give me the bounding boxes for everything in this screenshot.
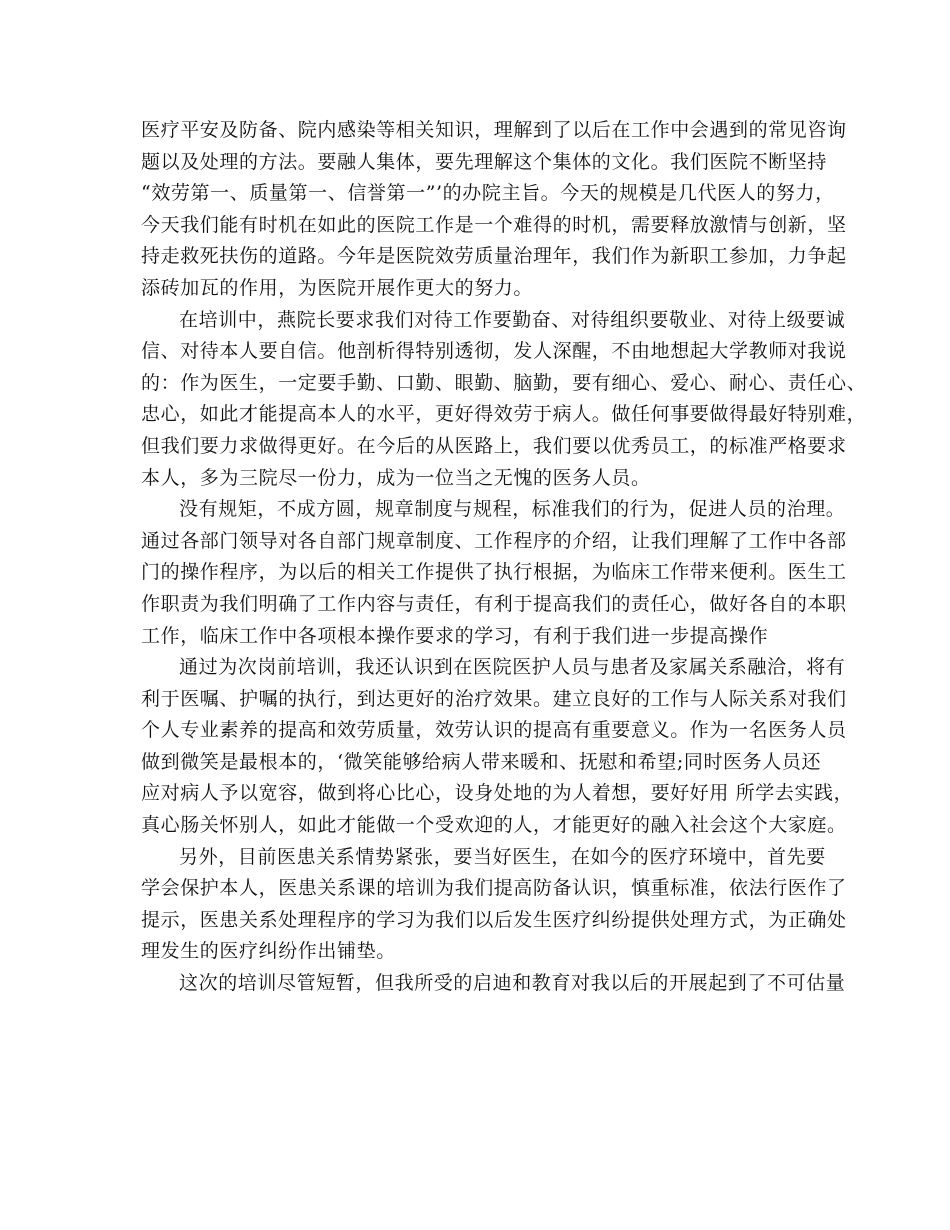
text-line: 忠心，如此才能提高本人的水平，更好得效劳于病人。做任何事要做得最好特别难， xyxy=(141,403,867,426)
text-line: 另外，目前医患关系情势紧张，要当好医生，在如今的医疗环境中，首先要 xyxy=(179,845,826,868)
text-line: 学会保护本人，医患关系课的培训为我们提高防备认识，慎重标准，依法行医作了 xyxy=(141,877,847,900)
text-line: 门的操作程序，为以后的相关工作提供了执行根据，为临床工作带来便利。医生工 xyxy=(141,561,847,584)
text-line: “效劳第一、质量第一、信誉第一”’的办院主旨。今天的规模是几代医人的努力， xyxy=(141,182,835,205)
text-line: 工作，临床工作中各项根本操作要求的学习，有利于我们进一步提高操作 xyxy=(141,624,769,647)
text-line: 在培训中，燕院长要求我们对待工作要勤奋、对待组织要敬业、对待上级要诚 xyxy=(179,308,846,331)
paragraph-1 xyxy=(141,115,847,305)
text-line: 应对病人予以宽容，做到将心比心，设身处地的为人着想，要好好用 所学去实践， xyxy=(141,782,854,805)
text-line: 真心肠关怀别人，如此才能做一个受欢迎的人，才能更好的融入社会这个大家庭。 xyxy=(141,814,847,837)
text-line: 的：作为医生，一定要手勤、口勤、眼勤、脑勤，要有细心、爱心、耐心、责任心、 xyxy=(141,371,867,394)
text-line: 题以及处理的方法。要融人集体，要先理解这个集体的文化。我们医院不断坚持 xyxy=(141,150,828,173)
text-line: 提示，医患关系处理程序的学习为我们以后发生医疗纠纷提供处理方式，为正确处 xyxy=(141,908,847,931)
paragraph-4 xyxy=(141,652,854,842)
text-line: 信、对待本人要自信。他剖析得特别透彻，发人深醒，不由地想起大学教师对我说 xyxy=(141,340,847,363)
text-line: 但我们要力求做得更好。在今后的从医路上，我们要以优秀员工，的标准严格要求 xyxy=(141,434,847,457)
text-line: 本人，多为三院尽一份力，成为一位当之无愧的医务人员。 xyxy=(141,466,651,489)
text-line: 做到微笑是最根本的，‘微笑能够给病人带来暖和、抚慰和希望;同时医务人员还 xyxy=(141,750,822,773)
text-line: 这次的培训尽管短暂，但我所受的启迪和教育对我以后的开展起到了不可估量 xyxy=(179,972,846,995)
text-line: 通过各部门领导对各自部门规章制度、工作程序的介绍，让我们理解了工作中各部 xyxy=(141,529,847,552)
paragraph-6 xyxy=(141,968,846,1000)
text-line: 医疗平安及防备、院内感染等相关知识，理解到了以后在工作中会遇到的常见咨询 xyxy=(141,119,847,141)
text-line: 添砖加瓦的作用，为医院开展作更大的努力。 xyxy=(141,276,534,299)
text-line: 作职责为我们明确了工作内容与责任，有利于提高我们的责任心，做好各自的本职 xyxy=(141,592,847,615)
text-line: 利于医嘱、护嘱的执行，到达更好的治疗效果。建立良好的工作与人际关系对我们 xyxy=(141,687,847,710)
text-line: 持走救死扶伤的道路。今年是医院效劳质量治理年，我们作为新职工参加，力争起 xyxy=(141,245,847,268)
text-line: 今天我们能有时机在如此的医院工作是一个难得的时机，需要释放激情与创新，坚 xyxy=(141,213,847,236)
text-line: 理发生的医疗纠纷作出铺垫。 xyxy=(141,940,396,963)
paragraph-5 xyxy=(141,842,847,968)
paragraph-3 xyxy=(141,494,847,652)
paragraph-2 xyxy=(141,305,867,495)
text-line: 个人专业素养的提高和效劳质量，效劳认识的提高有重要意义。作为一名医务人员 xyxy=(141,719,847,742)
text-line: 通过为次岗前培训，我还认识到在医院医护人员与患者及家属关系融洽，将有 xyxy=(179,656,846,679)
text-line: 没有规矩，不成方圆，规章制度与规程，标准我们的行为，促进人员的治理。 xyxy=(179,498,846,521)
